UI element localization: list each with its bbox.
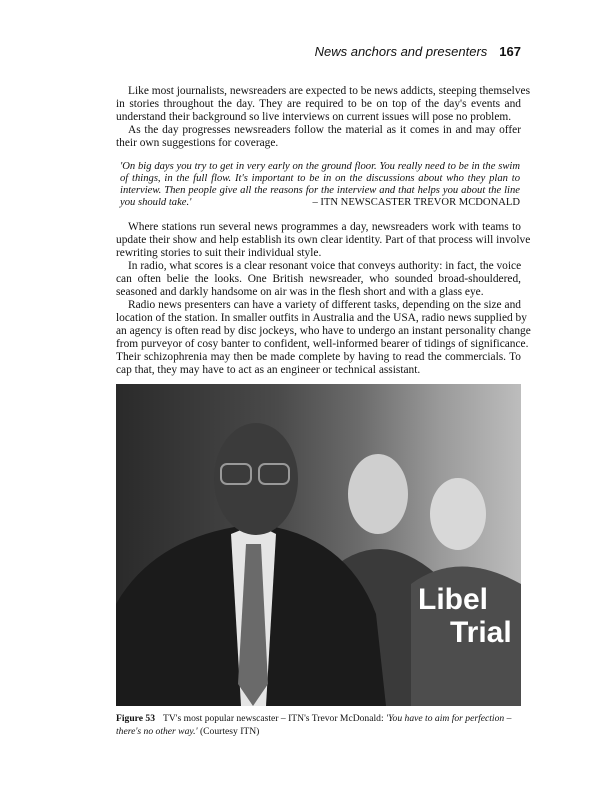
caption-text: TV's most popular newscaster – ITN's Trevor McDonald: (163, 713, 387, 724)
presenter-face (214, 423, 298, 535)
text-line: Their schizophrenia may then be made complete by having to read the commercials. To (116, 351, 521, 363)
background-person-face (430, 478, 486, 550)
text-line: Like most journalists, newsreaders are expected to be news addicts, steeping themselves (128, 85, 531, 97)
text-line: Where stations run several news programmes a day, newsreaders work with teams to (128, 221, 521, 233)
quote-line-end: you should take.' (120, 197, 192, 208)
quote-attribution: – ITN NEWSCASTER TREVOR MCDONALD (312, 197, 520, 208)
caption-credit: (Courtesy ITN) (197, 725, 260, 737)
text-line: location of the station. In smaller outfits in Australia and the USA, radio news supplied by (116, 312, 527, 324)
quote-line: 'On big days you try to get in very early on the ground floor. You really need to be in the swim (120, 161, 520, 172)
text-line: rewriting stories to suit their individual style. (116, 247, 322, 259)
text-line: Radio news presenters can have a variety of different tasks, depending on the size and (128, 299, 521, 311)
paragraph-3 (116, 221, 531, 377)
figure-photo (116, 384, 521, 706)
caption-quote: 'You have to aim for perfection – there's no other way.' (116, 713, 512, 737)
text-line: In radio, what scores is a clear resonant voice that conveys authority: in fact, the voice (128, 260, 522, 272)
text-line: from purveyor of cosy banter to confident, well-informed bearer of tidings of significance. (116, 338, 529, 350)
text-line: As the day progresses newsreaders follow the material as it comes in and may offer (128, 124, 521, 136)
text-line: seasoned and darkly handsome on air was in the flesh short and with a glass eye. (116, 286, 484, 298)
figure-caption (116, 713, 521, 738)
quote-line: of things, in the full flow. It's important to be in on the discussions about who they plan to (120, 173, 520, 184)
chapter-title: News anchors and presenters (314, 44, 488, 59)
text-line: cap that, they may have to act as an engineer or technical assistant. (116, 364, 421, 376)
background-person-face (348, 454, 408, 534)
newscaster-photo (116, 384, 521, 706)
figure-label: Figure 53 (116, 713, 155, 724)
quote-line: interview. Then people give all the reasons for the interview and that helps you about the line (120, 185, 520, 196)
paragraph-1 (116, 85, 531, 150)
text-line: understand their background so live interviews on current issues will pose no problem. (116, 111, 512, 123)
text-line: in stories throughout the day. They are required to be on top of the day's events and (116, 98, 521, 110)
text-line: their own suggestions for coverage. (116, 137, 279, 149)
onscreen-caption-line-2: Trial (450, 616, 512, 649)
text-line: update their show and help establish its own clear identity. Part of that process will involve (116, 234, 531, 246)
page-number: 167 (499, 44, 521, 59)
text-line: can often belie the looks. One British newsreader, who sounded broad-shouldered, (116, 273, 521, 285)
onscreen-caption-line-1: Libel (418, 583, 489, 616)
text-line: an agency is often read by disc jockeys, who have to undergo an instant personality change (116, 325, 531, 337)
quote-line (120, 197, 520, 209)
running-header (315, 44, 521, 59)
block-quote (120, 161, 520, 209)
